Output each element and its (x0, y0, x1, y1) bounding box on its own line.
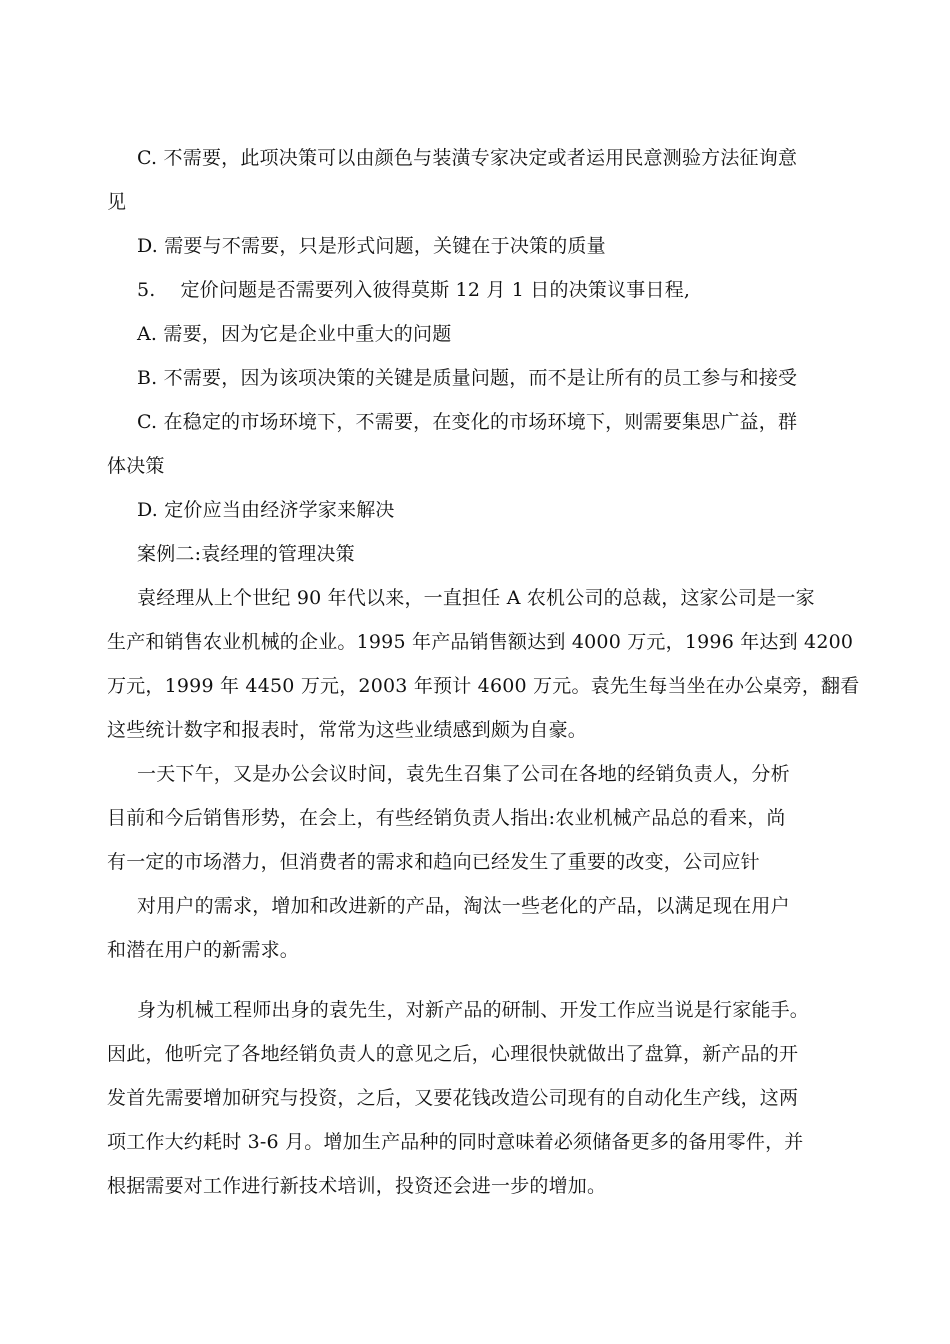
paragraph-3 (107, 884, 837, 972)
option-c-q4-line1: C. 不需要，此项决策可以由颜色与装潢专家决定或者运用民意测验方法征询意 (137, 147, 798, 169)
option-c-q5 (107, 400, 837, 488)
paragraph-4-line3: 发首先需要增加研究与投资，之后，又要花钱改造公司现有的自动化生产线，这两 (107, 1087, 799, 1109)
paragraph-4-line5: 根据需要对工作进行新技术培训，投资还会进一步的增加。 (107, 1175, 607, 1197)
paragraph-1-line1: 袁经理从上个世纪 90 年代以来，一直担任 A 农机公司的总裁，这家公司是一家 (137, 587, 815, 609)
paragraph-3-line1: 对用户的需求，增加和改进新的产品，淘汰一些老化的产品，以满足现在用户 (137, 895, 790, 917)
option-d-q4 (107, 224, 837, 268)
option-c-q5-line2: 体决策 (107, 455, 165, 477)
paragraph-2-line1: 一天下午，又是办公会议时间，袁先生召集了公司在各地的经销负责人，分析 (137, 763, 790, 785)
paragraph-2-line2: 目前和今后销售形势，在会上，有些经销负责人指出:农业机械产品总的看来，尚 (107, 807, 786, 829)
question-5-text: 5. 定价问题是否需要列入彼得莫斯 12 月 1 日的决策议事日程, (137, 279, 691, 301)
option-b-q5-text: B. 不需要，因为该项决策的关键是质量问题，而不是让所有的员工参与和接受 (137, 367, 798, 389)
case-two-title-text: 案例二:袁经理的管理决策 (137, 543, 355, 565)
document-body (107, 136, 860, 1208)
paragraph-4 (107, 988, 837, 1208)
option-d-q4-text: D. 需要与不需要，只是形式问题，关键在于决策的质量 (137, 235, 606, 257)
paragraph-3-line2: 和潜在用户的新需求。 (107, 939, 300, 961)
option-c-q4-line2: 见 (107, 191, 127, 213)
option-c-q5-line1: C. 在稳定的市场环境下，不需要，在变化的市场环境下，则需要集思广益，群 (137, 411, 798, 433)
case-two-title (107, 532, 837, 576)
option-d-q5-text: D. 定价应当由经济学家来解决 (137, 499, 395, 521)
paragraph-1-line2: 生产和销售农业机械的企业。1995 年产品销售额达到 4000 万元，1996 年达到 4200 (107, 631, 854, 653)
option-d-q5 (107, 488, 837, 532)
paragraph-1 (107, 576, 860, 752)
paragraph-4-line2: 因此，他听完了各地经销负责人的意见之后，心理很快就做出了盘算，新产品的开 (107, 1043, 799, 1065)
question-5 (107, 268, 837, 312)
paragraph-4-line1: 身为机械工程师出身的袁先生，对新产品的研制、开发工作应当说是行家能手。 (137, 999, 810, 1021)
paragraph-4-line4: 项工作大约耗时 3-6 月。增加生产品种的同时意味着必须储备更多的备用零件，并 (107, 1131, 804, 1153)
option-c-q4 (107, 136, 837, 224)
paragraph-1-line4: 这些统计数字和报表时，常常为这些业绩感到颇为自豪。 (107, 719, 588, 741)
option-b-q5 (107, 356, 837, 400)
option-a-q5-text: A. 需要，因为它是企业中重大的问题 (137, 323, 452, 345)
option-a-q5 (107, 312, 837, 356)
paragraph-1-line3: 万元，1999 年 4450 万元，2003 年预计 4600 万元。袁先生每当坐在办公桌旁，翻看 (107, 675, 860, 697)
paragraph-2-line3: 有一定的市场潜力，但消费者的需求和趋向已经发生了重要的改变，公司应针 (107, 851, 760, 873)
paragraph-2 (107, 752, 837, 884)
